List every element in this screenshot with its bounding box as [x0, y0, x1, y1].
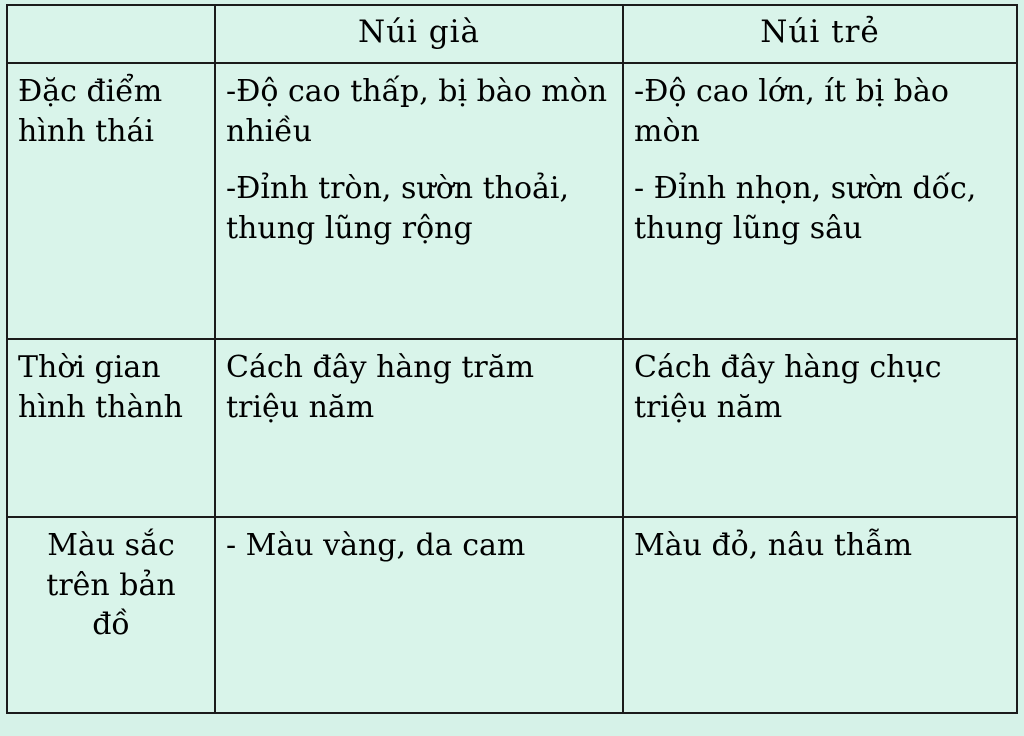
- row-label-formation-time: Thời gian hình thành: [7, 339, 215, 517]
- document-page: [0, 4, 1024, 736]
- cell-young-formation-time: Cách đây hàng chục triệu năm: [623, 339, 1017, 517]
- row-label-map-color: Màu sắc trên bản đồ: [7, 517, 215, 713]
- header-cell-old-mountain: Núi già: [215, 5, 623, 63]
- comparison-table: [6, 4, 1018, 714]
- table-row: [7, 63, 1017, 339]
- row-label-morphology: Đặc điểm hình thái: [7, 63, 215, 339]
- cell-old-formation-time: Cách đây hàng trăm triệu năm: [215, 339, 623, 517]
- header-cell-blank: [7, 5, 215, 63]
- cell-young-morphology: -Độ cao lớn, ít bị bào mòn - Đỉnh nhọn, sườn dốc, thung lũng sâu: [623, 63, 1017, 339]
- table-row: [7, 517, 1017, 713]
- header-cell-young-mountain: Núi trẻ: [623, 5, 1017, 63]
- table-row: [7, 339, 1017, 517]
- cell-old-map-color: - Màu vàng, da cam: [215, 517, 623, 713]
- cell-old-morphology: -Độ cao thấp, bị bào mòn nhiều -Đỉnh tròn, sườn thoải, thung lũng rộng: [215, 63, 623, 339]
- table-header-row: [7, 5, 1017, 63]
- cell-young-map-color: Màu đỏ, nâu thẫm: [623, 517, 1017, 713]
